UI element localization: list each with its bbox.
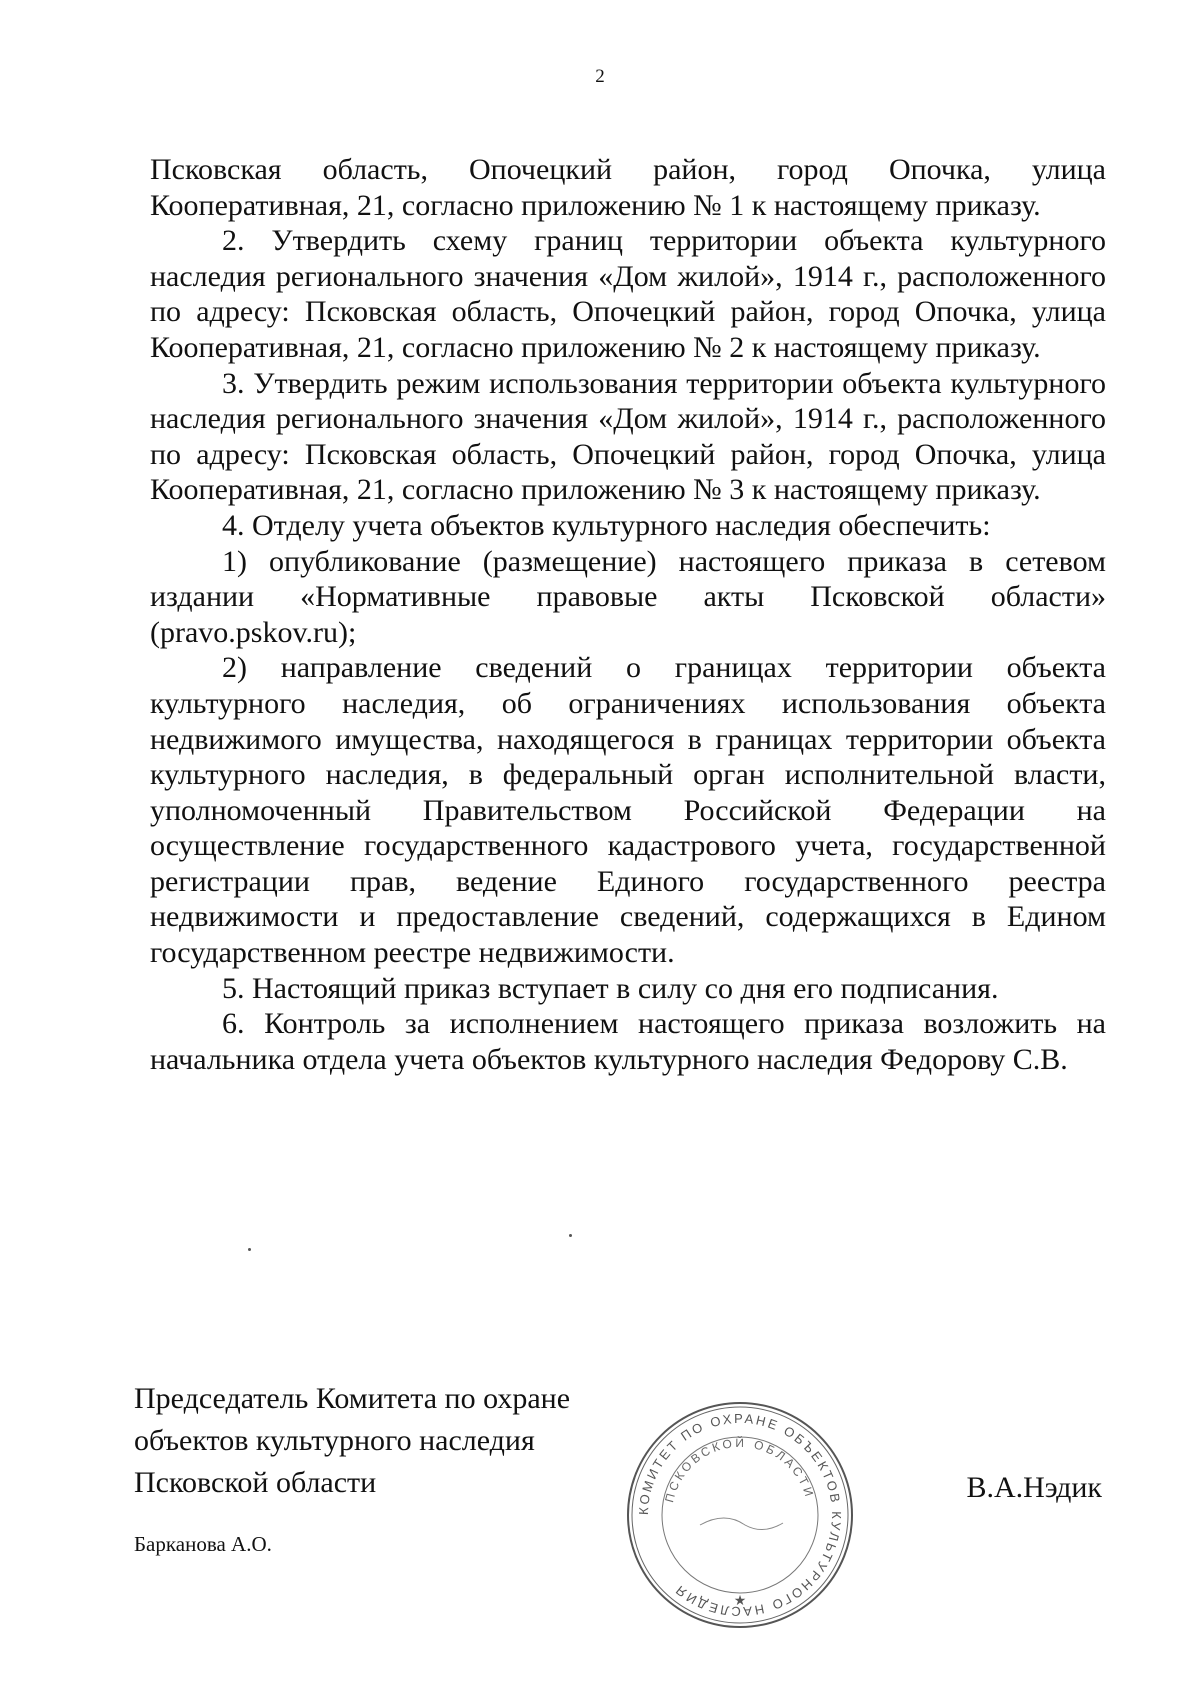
paragraph-item-4-2: 2) направление сведений о границах территории объекта культурного наследия, об ограничениях использования объекта недвижимого имущества, находящегося в границах территории объекта культурного наследия, в федеральный орган исполнительной власти, уполномоченный Правительством Российской Федерации на осуществление государственного кадастрового учета, государственной регистрации прав, ведение Единого государственного реестра недвижимости и предоставление сведений, содержащихся в Едином государственном реестре недвижимости. <box>150 651 1106 970</box>
stamp-center-mark <box>700 1518 783 1530</box>
stamp-outer-text: КОМИТЕТ ПО ОХРАНЕ ОБЪЕКТОВ КУЛЬТУРНОГО НАСЛЕДИЯ <box>635 1410 845 1620</box>
signature-title-line: Председатель Комитета по охране <box>134 1382 571 1415</box>
paragraph-item-4-1: 1) опубликование (размещение) настоящего приказа в сетевом издании «Нормативные правовые акты Псковской области» (pravo.pskov.ru); <box>150 544 1106 649</box>
paragraph-item-3: 3. Утвердить режим использования территории объекта культурного наследия регионального значения «Дом жилой», 1914 г., расположенного по адресу: Псковская область, Опочецкий район, город Опочка, улица Кооперативная, 21, согласно приложению № 3 к настоящему приказу. <box>150 366 1106 507</box>
paragraph-item-2: 2. Утвердить схему границ территории объекта культурного наследия регионального значения «Дом жилой», 1914 г., расположенного по адресу: Псковская область, Опочецкий район, город Опочка, улица Кооперативная, 21, согласно приложению № 2 к настоящему приказу. <box>150 224 1106 364</box>
official-seal-stamp <box>625 1400 855 1630</box>
scan-speck <box>569 1234 572 1237</box>
paragraph-item-5: 5. Настоящий приказ вступает в силу со дня его подписания. <box>222 971 999 1005</box>
stamp-star: ★ <box>733 1594 747 1609</box>
signature-title-line: Псковской области <box>134 1466 377 1499</box>
executor-name: Барканова А.О. <box>134 1532 272 1556</box>
signature-title-line: объектов культурного наследия <box>134 1424 535 1457</box>
scan-speck <box>248 1248 251 1251</box>
signer-name: В.А.Нэдик <box>966 1471 1102 1504</box>
document-body <box>150 152 1106 1077</box>
paragraph-item-6: 6. Контроль за исполнением настоящего приказа возложить на начальника отдела учета объектов культурного наследия Федорову С.В. <box>150 1007 1106 1076</box>
stamp-inner-text: ПСКОВСКОЙ ОБЛАСТИ <box>662 1435 818 1504</box>
page-number: 2 <box>595 66 605 87</box>
paragraph-item-4: 4. Отделу учета объектов культурного наследия обеспечить: <box>222 508 991 542</box>
paragraph-address-continuation: Псковская область, Опочецкий район, город Опочка, улица Кооперативная, 21, согласно приложению № 1 к настоящему приказу. <box>150 153 1106 222</box>
signature-title <box>134 1378 570 1504</box>
